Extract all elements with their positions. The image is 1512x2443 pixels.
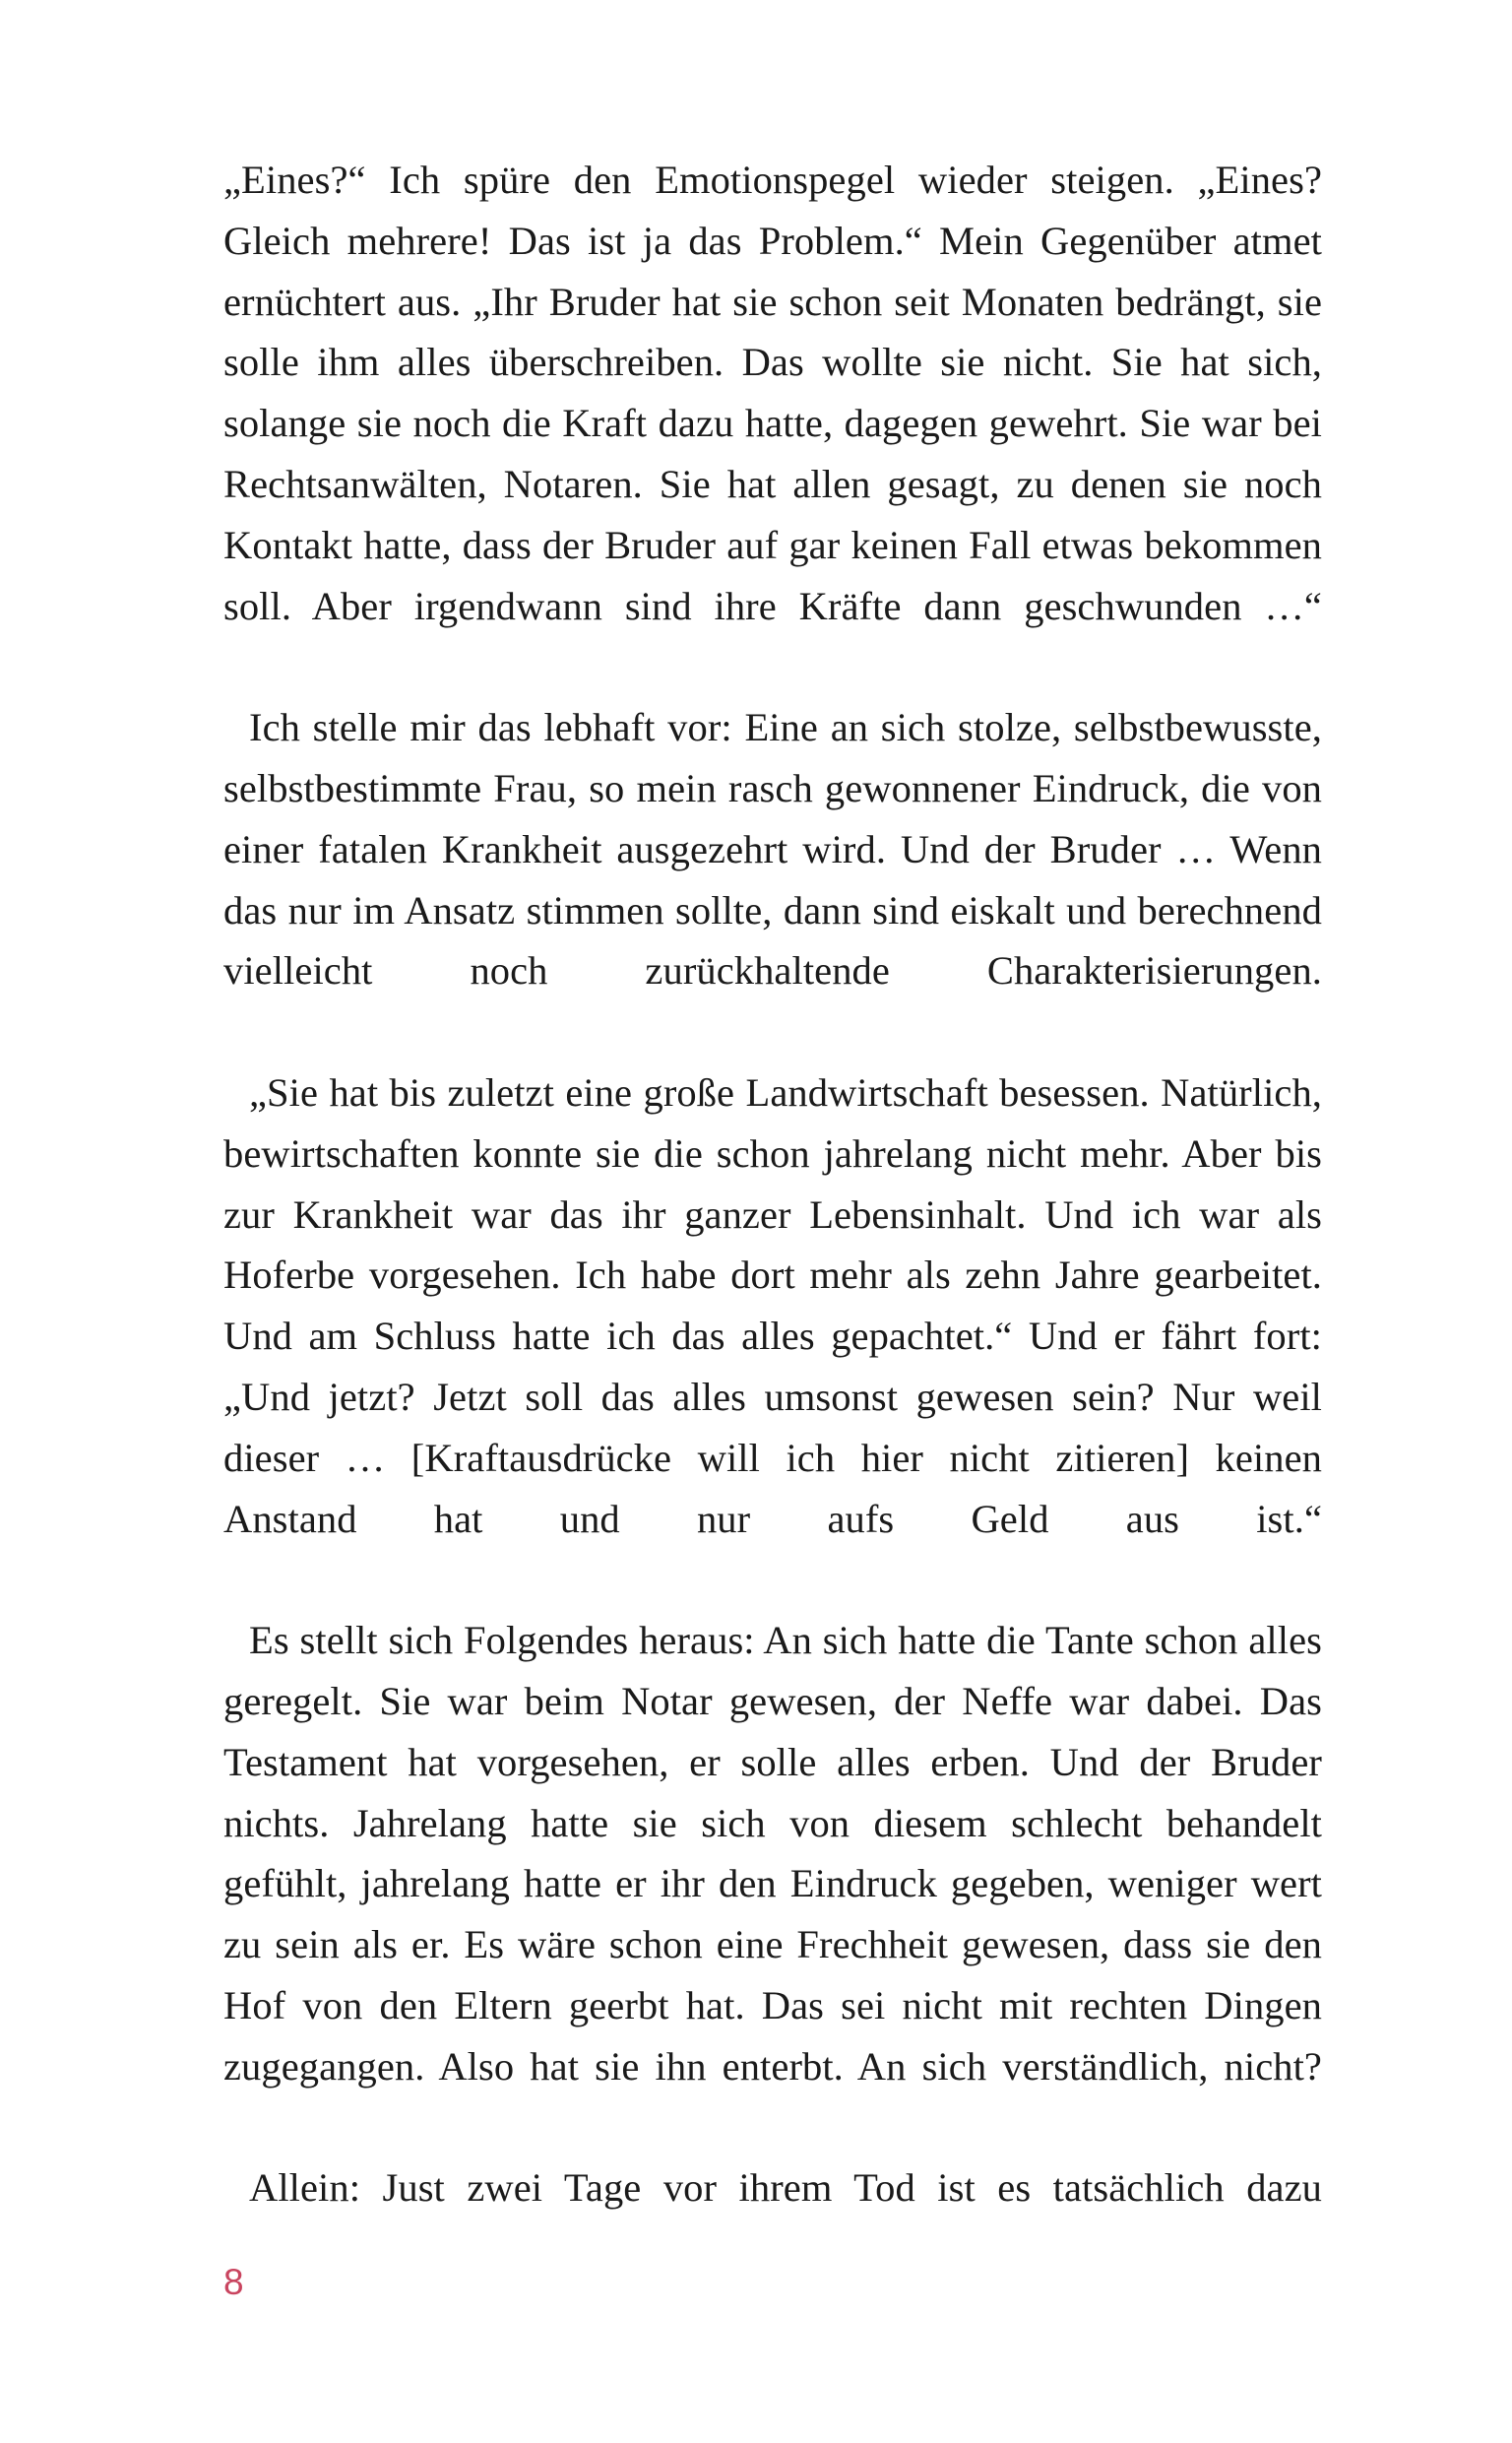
paragraph: Allein: Just zwei Tage vor ihrem Tod ist es tatsächlich dazu xyxy=(249,2165,1322,2211)
paragraph: Ich stelle mir das lebhaft vor: Eine an sich stolze, selbstbewusste, selbstbestimmte Frau, so mein rasch gewonnener Eindruck, die von einer fatalen Krankheit ausgezehrt wird. Und der Bruder … Wenn das nur im Ansatz stimmen sollte, dann sind eiskalt und berechnend vielleicht noch zurückhaltende Charakterisierungen. xyxy=(223,705,1322,994)
paragraph: Es stellt sich Folgendes heraus: An sich hatte die Tante schon alles geregelt. Sie war beim Notar gewesen, der Neffe war dabei. Das Testament hat vorgesehen, er solle alles erben. Und der Bruder nichts. Jahrelang hatte sie sich von diesem schlecht behandelt gefühlt, jahrelang hatte er ihr den Eindruck gegeben, weniger wert zu sein als er. Es wäre schon eine Frechheit gewesen, dass sie den Hof von den Eltern geerbt hat. Das sei nicht mit rechten Dingen zugegangen. Also hat sie ihn enterbt. An sich verständlich, nicht? xyxy=(223,1618,1322,2089)
page-number: 8 xyxy=(223,2262,244,2302)
body-text-block xyxy=(223,150,1322,2280)
paragraph: „Sie hat bis zuletzt eine große Landwirtschaft besessen. Natürlich, bewirtschaften konnte sie die schon jahrelang nicht mehr. Aber bis zur Krankheit war das ihr ganzer Lebensinhalt. Und ich war als Hoferbe vorgesehen. Ich habe dort mehr als zehn Jahre gearbeitet. Und am Schluss hatte ich das alles gepachtet.“ Und er fährt fort: „Und jetzt? Jetzt soll das alles umsonst gewesen sein? Nur weil dieser … [Kraftausdrücke will ich hier nicht zitieren] keinen Anstand hat und nur aufs Geld aus ist.“ xyxy=(223,1069,1322,1541)
paragraph: „Eines?“ Ich spüre den Emotionspegel wieder steigen. „Eines? Gleich mehrere! Das ist ja das Problem.“ Mein Gegenüber atmet ernüchtert aus. „Ihr Bruder hat sie schon seit Monaten bedrängt, sie solle ihm alles überschreiben. Das wollte sie nicht. Sie hat sich, solange sie noch die Kraft dazu hatte, dagegen gewehrt. Sie war bei Rechtsanwälten, Notaren. Sie hat allen gesagt, zu denen sie noch Kontakt hatte, dass der Bruder auf gar keinen Fall etwas bekommen soll. Aber irgendwann sind ihre Kräfte dann geschwunden …“ xyxy=(223,158,1322,628)
